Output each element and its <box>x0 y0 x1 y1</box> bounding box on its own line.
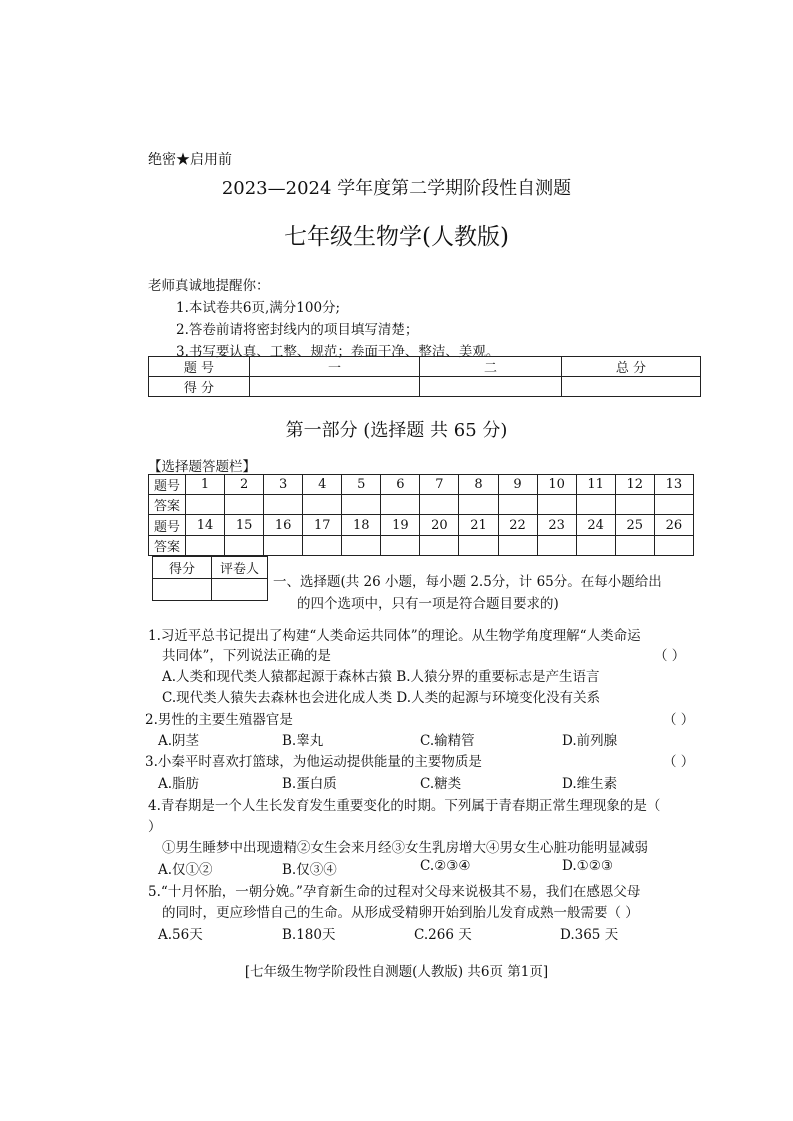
answer-cell[interactable] <box>264 495 303 515</box>
question-5-stem: 5.“十月怀胎，一朝分娩。”孕育新生命的过程对父母来说极其不易，我们在感恩父母 <box>148 884 641 900</box>
answer-cell[interactable] <box>459 536 498 556</box>
question-number-cell: 15 <box>225 515 264 536</box>
answer-cell[interactable] <box>615 536 654 556</box>
question-3-option: B.蛋白质 <box>282 776 337 792</box>
question-number-cell: 13 <box>654 475 693 495</box>
question-5-option: B.180天 <box>282 927 336 943</box>
answer-cell[interactable] <box>342 536 381 556</box>
score-row-label: 得 分 <box>149 377 250 397</box>
answer-paren[interactable]: （ ） <box>654 648 686 664</box>
answer-cell[interactable] <box>654 536 693 556</box>
question-1-options-cd: C.现代类人猿失去森林也会进化成人类 D.人类的起源与环境变化没有关系 <box>162 690 601 706</box>
answer-cell[interactable] <box>186 536 225 556</box>
grid-row-label: 题号 <box>149 475 186 495</box>
grid-row-label: 答案 <box>149 495 186 515</box>
answer-grid-label: 【选择题答题栏】 <box>148 459 256 475</box>
question-number-cell: 18 <box>342 515 381 536</box>
question-3-option: A.脂肪 <box>158 776 200 792</box>
question-4-option: B.仅③④ <box>282 862 337 878</box>
question-number-cell: 5 <box>342 475 381 495</box>
section1-instruction-line2: 的四个选项中，只有一项是符合题目要求的) <box>297 596 559 612</box>
reminder-heading: 老师真诚地提醒你： <box>148 278 270 294</box>
question-number-cell: 26 <box>654 515 693 536</box>
question-1-stem: 1.习近平总书记提出了构建“人类命运共同体”的理论。从生物学角度理解“人类命运 <box>148 628 641 644</box>
question-2-option: A.阴茎 <box>158 733 200 749</box>
part1-title: 第一部分 (选择题 共 65 分) <box>285 420 508 441</box>
grid-row-label: 答案 <box>149 536 186 556</box>
question-3-option: D.维生素 <box>562 776 618 792</box>
question-number-cell: 25 <box>615 515 654 536</box>
question-3-stem: 3.小秦平时喜欢打篮球，为他运动提供能量的主要物质是 <box>145 754 482 770</box>
score-table-header: 题 号 <box>149 357 250 377</box>
exam-title: 2023—2024 学年度第二学期阶段性自测题 <box>221 178 572 199</box>
answer-cell[interactable] <box>381 536 420 556</box>
question-number-cell: 7 <box>420 475 459 495</box>
answer-cell[interactable] <box>537 536 576 556</box>
answer-cell[interactable] <box>537 495 576 515</box>
question-5-option: A.56天 <box>158 927 203 943</box>
question-4-stem: 4.青春期是一个人生长发育发生重要变化的时期。下列属于青春期正常生理现象的是（ <box>148 798 661 814</box>
exam-subtitle: 七年级生物学(人教版) <box>284 224 509 250</box>
grader-score-label: 得分 <box>153 557 212 579</box>
question-5-option: C.266 天 <box>414 927 472 943</box>
section1-instruction-line1: 一、选择题(共 26 小题，每小题 2.5分，计 65分。在每小题给出 <box>273 574 662 590</box>
answer-cell[interactable] <box>498 536 537 556</box>
question-number-cell: 4 <box>303 475 342 495</box>
question-2-option: C.输精管 <box>420 733 475 749</box>
answer-cell[interactable] <box>459 495 498 515</box>
question-number-cell: 16 <box>264 515 303 536</box>
score-cell[interactable] <box>420 377 562 397</box>
score-table-header: 二 <box>420 357 562 377</box>
question-number-cell: 20 <box>420 515 459 536</box>
answer-cell[interactable] <box>576 536 615 556</box>
grader-score-cell[interactable] <box>153 579 212 601</box>
answer-cell[interactable] <box>576 495 615 515</box>
score-table-header: 总 分 <box>562 357 701 377</box>
question-number-cell: 17 <box>303 515 342 536</box>
answer-paren[interactable]: （ ） <box>663 754 695 770</box>
question-number-cell: 14 <box>186 515 225 536</box>
answer-cell[interactable] <box>186 495 225 515</box>
reminder-item-1: 1.本试卷共6页,满分100分; <box>176 300 341 316</box>
answer-cell[interactable] <box>303 536 342 556</box>
reminder-item-2: 2.答卷前请将密封线内的项目填写清楚； <box>176 322 419 338</box>
answer-cell[interactable] <box>303 495 342 515</box>
question-number-cell: 21 <box>459 515 498 536</box>
question-number-cell: 2 <box>225 475 264 495</box>
reminder-item-3: 3.书写要认真、工整、规范；卷面干净、整洁、美观。 <box>176 344 500 360</box>
question-3-option: C.糖类 <box>420 776 462 792</box>
question-4-option: A.仅①② <box>158 862 213 878</box>
question-number-cell: 1 <box>186 475 225 495</box>
question-number-cell: 19 <box>381 515 420 536</box>
question-4-statements: ①男生睡梦中出现遗精②女生会来月经③女生乳房增大④男女生心脏功能明显减弱 <box>162 840 648 856</box>
answer-cell[interactable] <box>264 536 303 556</box>
question-number-cell: 6 <box>381 475 420 495</box>
grader-name-cell[interactable] <box>212 579 268 601</box>
grader-name-label: 评卷人 <box>212 557 268 579</box>
answer-cell[interactable] <box>342 495 381 515</box>
question-number-cell: 12 <box>615 475 654 495</box>
confidential-label: 绝密★启用前 <box>148 152 232 168</box>
answer-cell[interactable] <box>498 495 537 515</box>
question-number-cell: 9 <box>498 475 537 495</box>
grid-row-label: 题号 <box>149 515 186 536</box>
score-cell[interactable] <box>250 377 420 397</box>
question-1-stem-cont: 共同体”，下列说法正确的是 <box>162 648 331 664</box>
question-number-cell: 10 <box>537 475 576 495</box>
question-number-cell: 8 <box>459 475 498 495</box>
question-number-cell: 24 <box>576 515 615 536</box>
question-4-option: C.②③④ <box>420 858 471 874</box>
question-number-cell: 22 <box>498 515 537 536</box>
score-table-header: 一 <box>250 357 420 377</box>
answer-cell[interactable] <box>420 536 459 556</box>
question-number-cell: 3 <box>264 475 303 495</box>
question-4-paren-close: ） <box>148 819 162 835</box>
question-2-option: D.前列腺 <box>562 733 618 749</box>
answer-paren[interactable]: （ ） <box>663 712 695 728</box>
question-number-cell: 23 <box>537 515 576 536</box>
question-4-option: D.①②③ <box>562 858 613 874</box>
answer-cell[interactable] <box>381 495 420 515</box>
score-table <box>148 356 701 397</box>
page-footer: [七年级生物学阶段性自测题(人教版) 共6页 第1页] <box>244 964 549 980</box>
answer-cell[interactable] <box>420 495 459 515</box>
answer-grid <box>148 474 694 556</box>
question-5-stem-cont: 的同时，更应珍惜自己的生命。从形成受精卵开始到胎儿发育成熟一般需要（ ） <box>162 905 639 921</box>
score-cell[interactable] <box>562 377 701 397</box>
answer-cell[interactable] <box>225 536 264 556</box>
answer-cell[interactable] <box>225 495 264 515</box>
question-number-cell: 11 <box>576 475 615 495</box>
question-2-option: B.睾丸 <box>282 733 324 749</box>
question-2-stem: 2.男性的主要生殖器官是 <box>145 712 293 728</box>
answer-cell[interactable] <box>615 495 654 515</box>
grader-box <box>152 556 268 601</box>
answer-cell[interactable] <box>654 495 693 515</box>
question-1-options-ab: A.人类和现代类人猿都起源于森林古猿 B.人猿分界的重要标志是产生语言 <box>162 669 600 685</box>
question-5-option: D.365 天 <box>560 927 619 943</box>
